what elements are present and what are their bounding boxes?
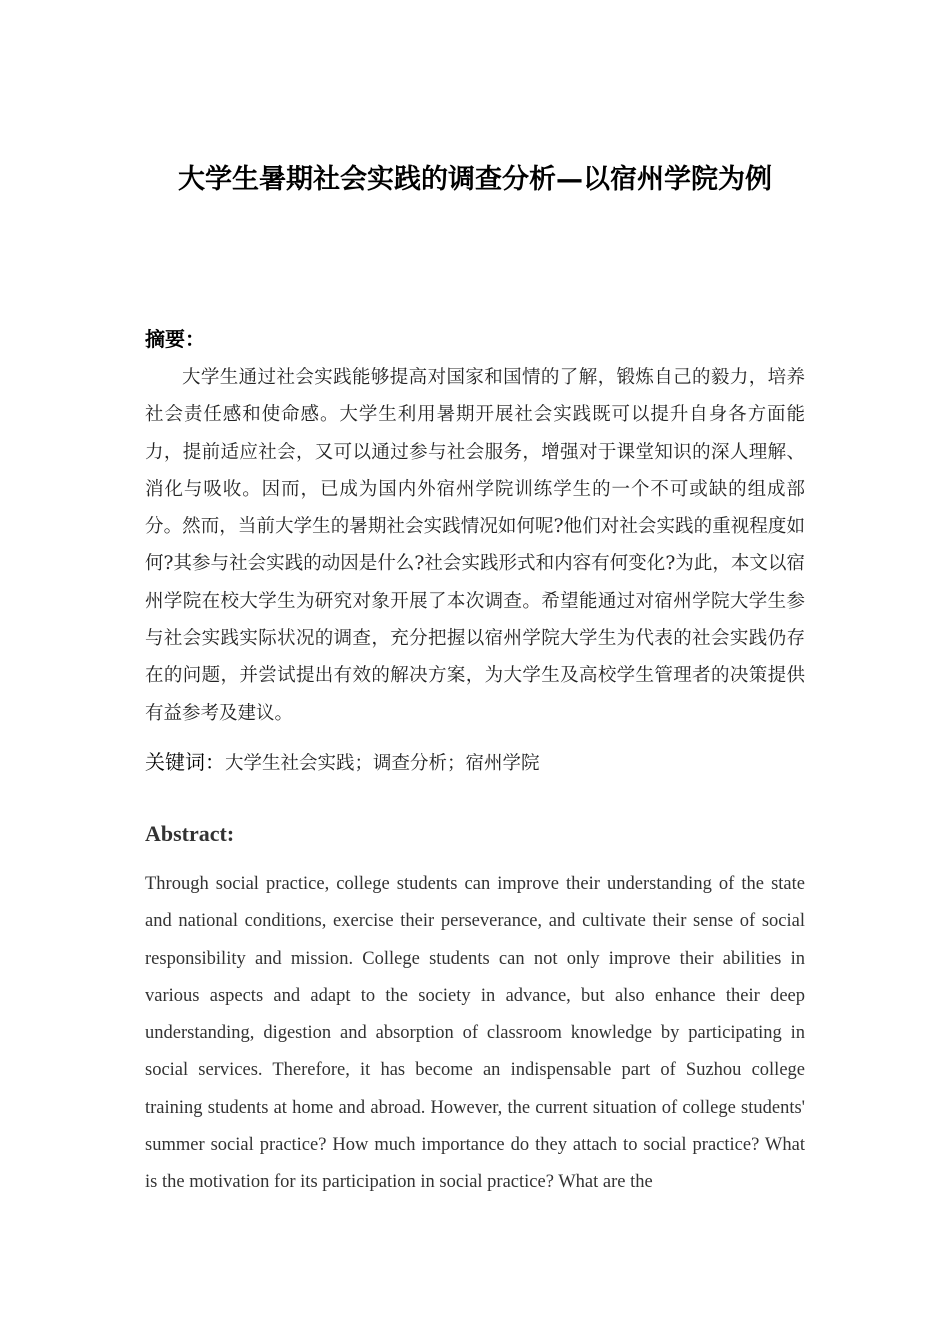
english-abstract-body: Through social practice, college students can improve their understanding of the state and national conditions, exercise their perseverance, and cultivate their sense of social responsibility and mission. College students can not only improve their abilities in various aspects and adapt to the society in advance, but also enhance their deep understanding, digestion and absorption of classroom knowledge by participating in social services. Therefore, it has become an indispensable part of Suzhou college training students at home and abroad. However, the current situation of college students' summer social practice? How much importance do they attach to social practice? What is the motivation for its participation in social practice? What are the bbox=[145, 874, 805, 1193]
document-title: 大学生暑期社会实践的调查分析—以宿州学院为例 bbox=[178, 164, 772, 195]
chinese-abstract-body: 大学生通过社会实践能够提高对国家和国情的了解，锻炼自己的毅力，培养社会责任感和使命感。大学生利用暑期开展社会实践既可以提升自身各方面能力，提前适应社会，又可以通过参与社会服务，增强对于课堂知识的深人理解、消化与吸收。因而，已成为国内外宿州学院训练学生的一个不可或缺的组成部分。然而，当前大学生的暑期社会实践情况如何呢?他们对社会实践的重视程度如何?其参与社会实践的动因是什么?社会实践形式和内容有何变化?为此，本文以宿州学院在校大学生为研究对象开展了本次调查。希望能通过对宿州学院大学生参与社会实践实际状况的调查，充分把握以宿州学院大学生为代表的社会实践仍存在的问题，并尝试提出有效的解决方案，为大学生及高校学生管理者的决策提供有益参考及建议。 bbox=[145, 367, 805, 724]
keywords-value: 大学生社会实践；调查分析；宿州学院 bbox=[225, 753, 540, 774]
keywords-line bbox=[145, 744, 805, 782]
english-abstract-heading: Abstract: bbox=[145, 821, 235, 846]
keywords-label: 关键词： bbox=[145, 750, 225, 774]
chinese-abstract-heading: 摘要： bbox=[145, 327, 205, 351]
